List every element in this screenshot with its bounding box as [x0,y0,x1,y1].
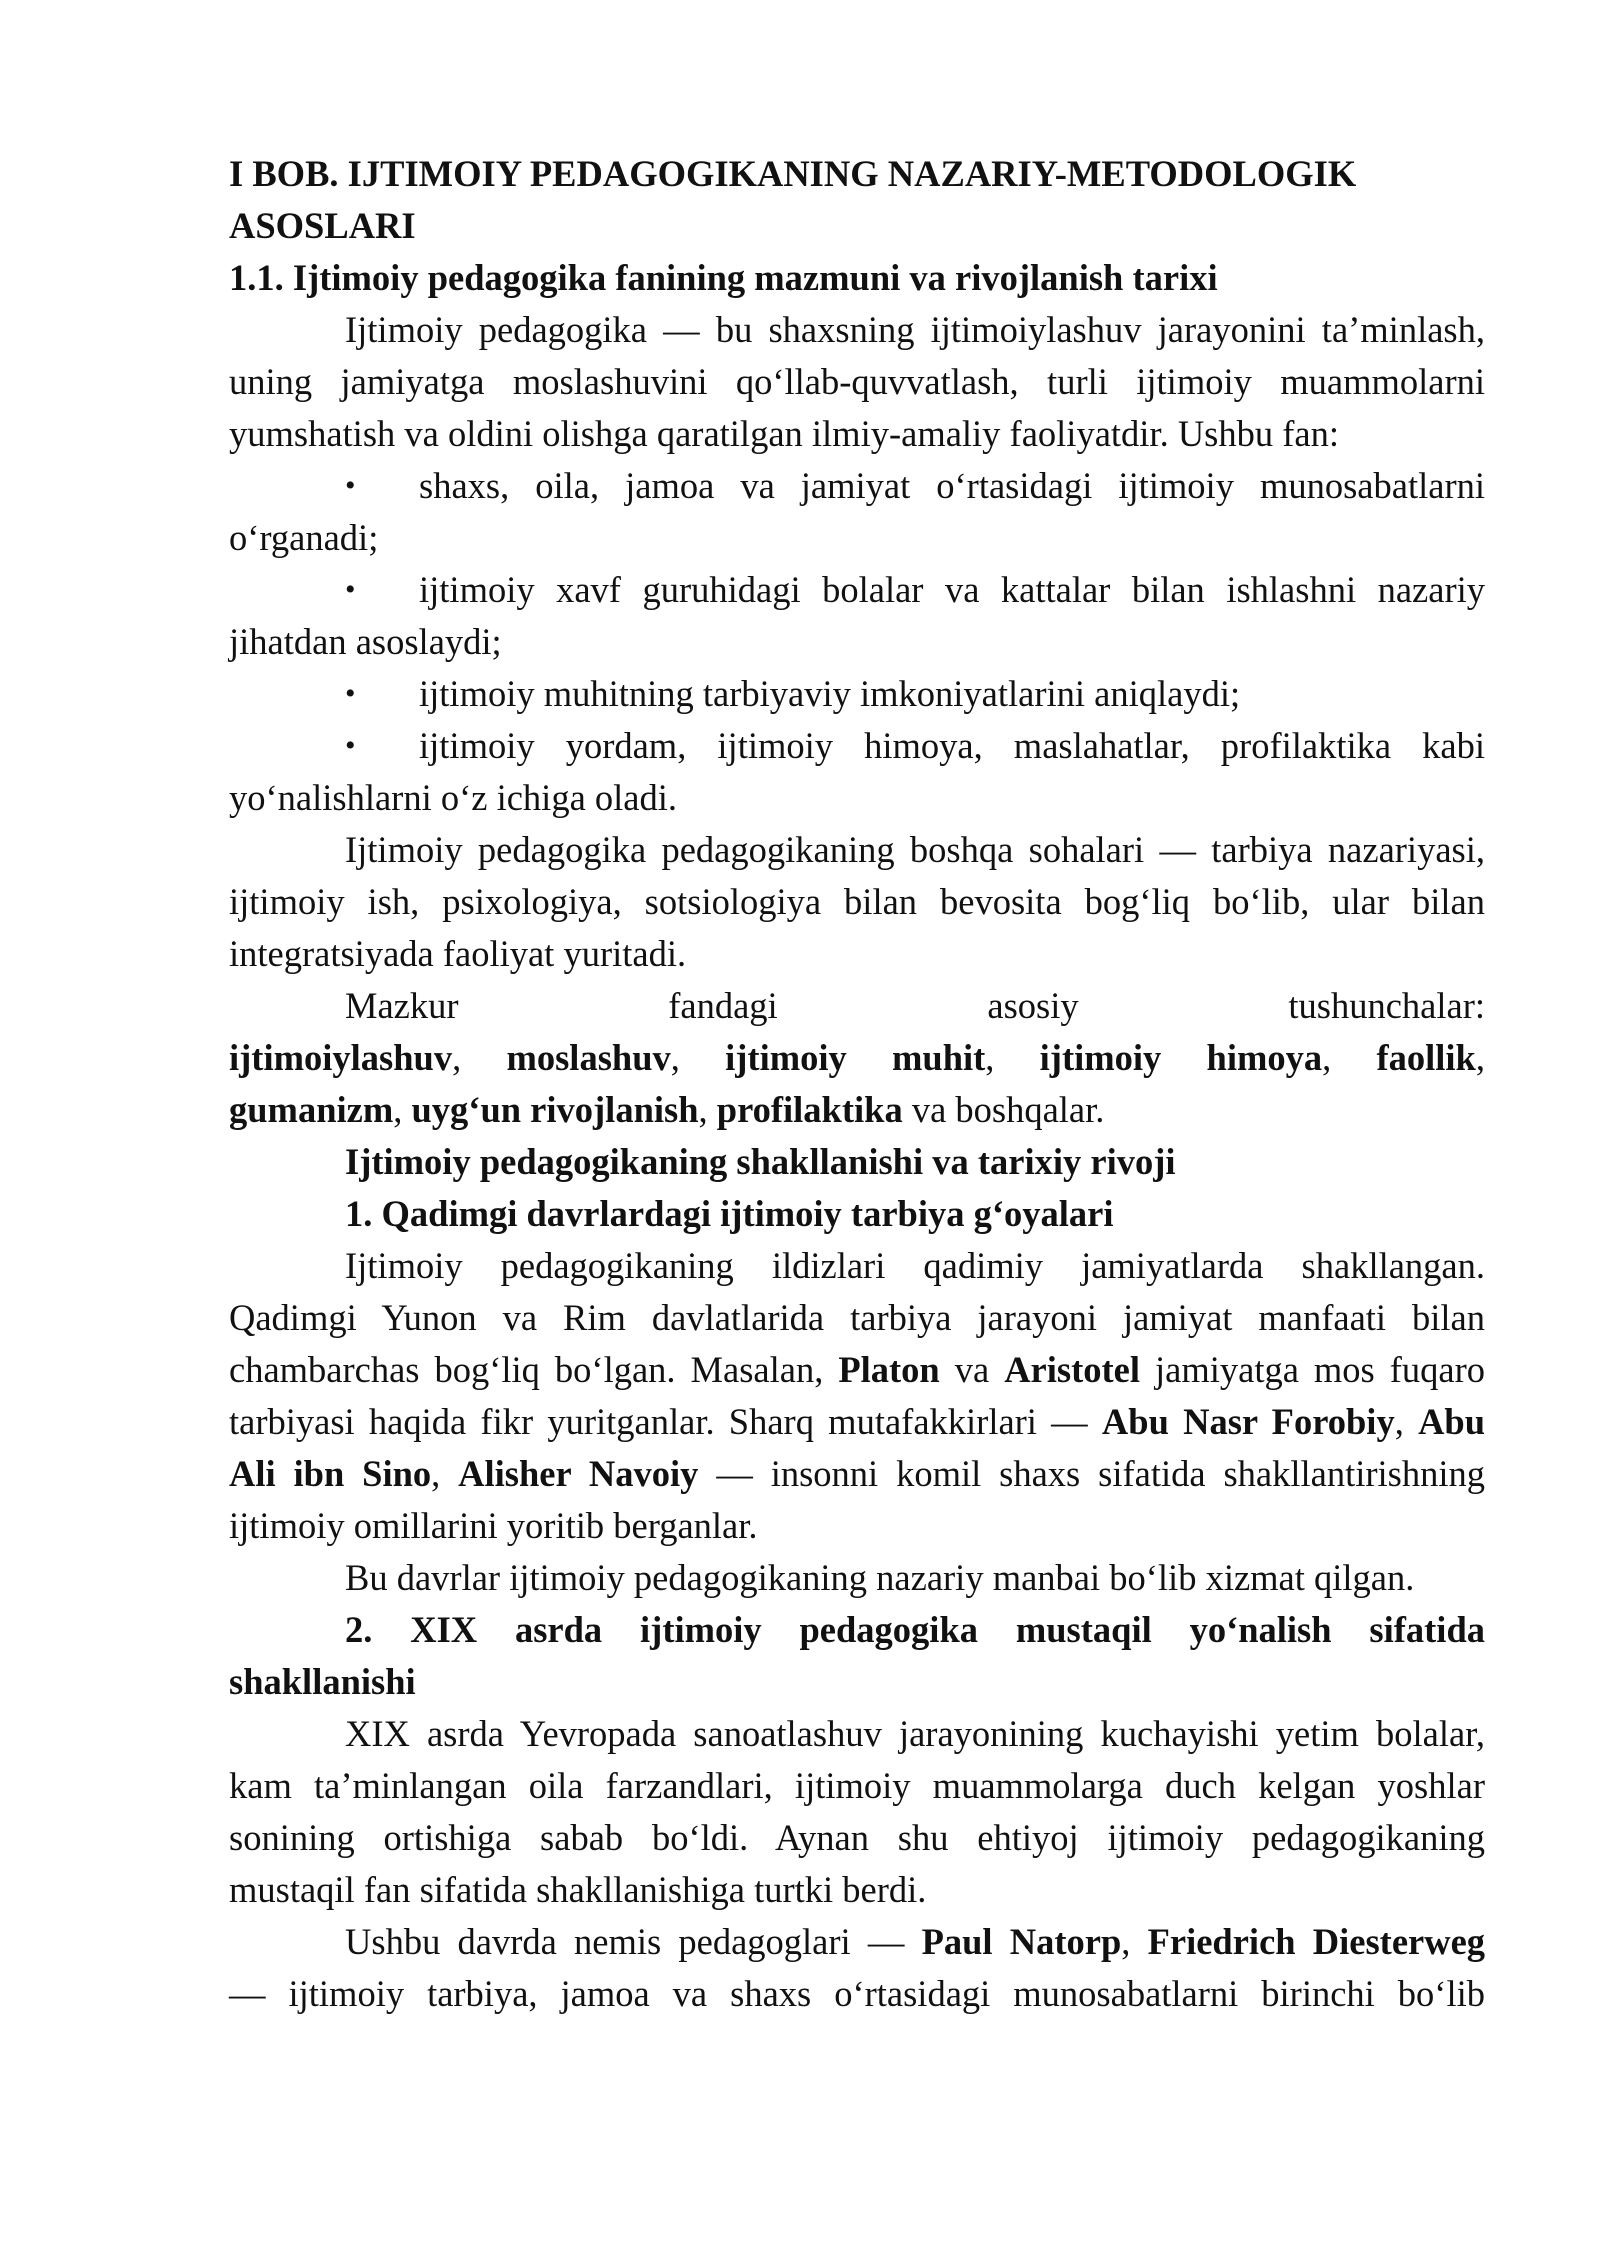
text-run: tarbiyasi haqida fikr yuritganlar. Sharq mutafakkirlari — [229,1401,1102,1442]
paragraph-4-line-3 [229,1344,1485,1396]
paragraph-4-line-6: ijtimoiy omillarini yoritib berganlar. [229,1505,758,1546]
paragraph-6-line-4: mustaqil fan sifatida shakllanishiga turtki berdi. [229,1869,927,1910]
bullet-marker: • [345,677,356,710]
paragraph-7-line-1 [229,1916,1485,1968]
comma: , [1475,1037,1485,1078]
history-heading: Ijtimoiy pedagogikaning shakllanishi va tarixiy rivoji [345,1141,1176,1182]
paragraph-3-line-1: Mazkur fandagi asosiy tushunchalar: [345,985,1485,1026]
term-ijtimoiylashuv: ijtimoiylashuv [229,1037,453,1078]
paragraph-4-line-2: Qadimgi Yunon va Rim davlatlarida tarbiya jarayoni jamiyat manfaati bilan [229,1297,1485,1338]
bullet-text: ijtimoiy muhitning tarbiyaviy imkoniyatlarini aniqlaydi; [419,673,1241,714]
paragraph-5: Bu davrlar ijtimoiy pedagogikaning nazariy manbai bo‘lib xizmat qilgan. [345,1557,1415,1598]
paragraph-2-line-3: integratsiyada faoliyat yuritadi. [229,933,687,974]
paragraph-2-line-1: Ijtimoiy pedagogika pedagogikaning boshqa sohalari — tarbiya nazariyasi, [345,829,1485,870]
name-navoiy: Alisher Navoiy [458,1453,699,1494]
text-run: , [1121,1921,1148,1962]
text-run: jamiyatga mos fuqaro [1140,1349,1486,1390]
paragraph-3-ending: va boshqalar. [902,1089,1105,1130]
bullet-4-line-2: yo‘nalishlarni o‘z ichiga oladi. [229,777,677,818]
comma: , [698,1089,708,1130]
paragraph-3-line-2 [229,1032,1485,1084]
paragraph-4-line-1: Ijtimoiy pedagogikaning ildizlari qadimiy jamiyatlarda shakllangan. [345,1245,1485,1286]
page-content [229,148,1485,2020]
bullet-2-line-1 [229,564,1485,616]
comma: , [670,1037,680,1078]
text-run: chambarchas bog‘liq bo‘lgan. Masalan, [229,1349,839,1390]
bullet-4-line-1 [229,720,1485,772]
comma: , [452,1037,462,1078]
bullet-1-line-1 [229,460,1485,512]
term-gumanizm: gumanizm [229,1089,394,1130]
comma: , [985,1037,995,1078]
subheading-1: 1. Qadimgi davrlardagi ijtimoiy tarbiya g‘oyalari [345,1193,1114,1234]
paragraph-4-line-4 [229,1396,1485,1448]
paragraph-6-line-3: sonining ortishiga sabab bo‘ldi. Aynan shu ehtiyoj ijtimoiy pedagogikaning [229,1817,1485,1858]
term-uygun-rivojlanish: uyg‘un rivojlanish [411,1089,699,1130]
bullet-3-line-1 [229,668,1485,720]
section-title: 1.1. Ijtimoiy pedagogika fanining mazmuni va rivojlanish tarixi [229,257,1218,298]
text-run: , [431,1453,459,1494]
bullet-text: ijtimoiy yordam, ijtimoiy himoya, maslahatlar, profilaktika kabi [419,725,1485,766]
bullet-text: ijtimoiy xavf guruhidagi bolalar va kattalar bilan ishlashni nazariy [419,569,1485,610]
text-run: , [1394,1401,1419,1442]
name-aristotel: Aristotel [1004,1349,1140,1390]
text-run: Ushbu davrda nemis pedagoglari — [345,1921,922,1962]
bullet-marker: • [345,469,356,502]
paragraph-2-line-2: ijtimoiy ish, psixologiya, sotsiologiya bilan bevosita bog‘liq bo‘lib, ular bilan [229,881,1485,922]
subheading-2-line-2: shakllanishi [229,1661,416,1702]
text-run: — insonni komil shaxs sifatida shakllantirishning [698,1453,1486,1494]
name-forobiy: Abu Nasr Forobiy [1101,1401,1395,1442]
paragraph-6-line-1: XIX asrda Yevropada sanoatlashuv jarayonining kuchayishi yetim bolalar, [345,1713,1485,1754]
term-moslashuv: moslashuv [506,1037,671,1078]
chapter-title-line-2: ASOSLARI [229,205,416,246]
paragraph-6-line-2: kam ta’minlangan oila farzandlari, ijtimoiy muammolarga duch kelgan yoshlar [229,1765,1485,1806]
chapter-title-line-1: I BOB. IJTIMOIY PEDAGOGIKANING NAZARIY-METODOLOGIK [229,153,1357,194]
text-run: va [939,1349,1005,1390]
paragraph-1-line-1: Ijtimoiy pedagogika — bu shaxsning ijtimoiylashuv jarayonini ta’minlash, [345,309,1485,350]
paragraph-4-line-5 [229,1448,1485,1500]
bullet-text: shaxs, oila, jamoa va jamiyat o‘rtasidagi ijtimoiy munosabatlarni [419,465,1485,506]
bullet-2-line-2: jihatdan asoslaydi; [229,621,502,662]
term-ijtimoiy-muhit: ijtimoiy muhit [725,1037,986,1078]
bullet-marker: • [345,729,356,762]
name-abu: Abu [1418,1401,1486,1442]
subheading-2-line-1: 2. XIX asrda ijtimoiy pedagogika mustaqil yo‘nalish sifatida [345,1609,1485,1650]
term-faollik: faollik [1376,1037,1476,1078]
bullet-1-line-2: o‘rganadi; [229,517,379,558]
name-natorp: Paul Natorp [921,1921,1122,1962]
term-ijtimoiy-himoya: ijtimoiy himoya [1039,1037,1323,1078]
paragraph-7-line-2: — ijtimoiy tarbiya, jamoa va shaxs o‘rtasidagi munosabatlarni birinchi bo‘lib [229,1973,1485,2014]
name-platon: Platon [838,1349,940,1390]
paragraph-3-line-3 [229,1084,1485,1136]
comma: , [1322,1037,1332,1078]
term-profilaktika: profilaktika [716,1089,903,1130]
bullet-marker: • [345,573,356,606]
paragraph-1-line-3: yumshatish va oldini olishga qaratilgan ilmiy-amaliy faoliyatdir. Ushbu fan: [229,413,1340,454]
paragraph-1-line-2: uning jamiyatga moslashuvini qo‘llab-quvvatlash, turli ijtimoiy muammolarni [229,361,1485,402]
comma: , [393,1089,403,1130]
name-diesterweg: Friedrich Diesterweg [1147,1921,1486,1962]
name-ibn-sino: Ali ibn Sino [229,1453,432,1494]
